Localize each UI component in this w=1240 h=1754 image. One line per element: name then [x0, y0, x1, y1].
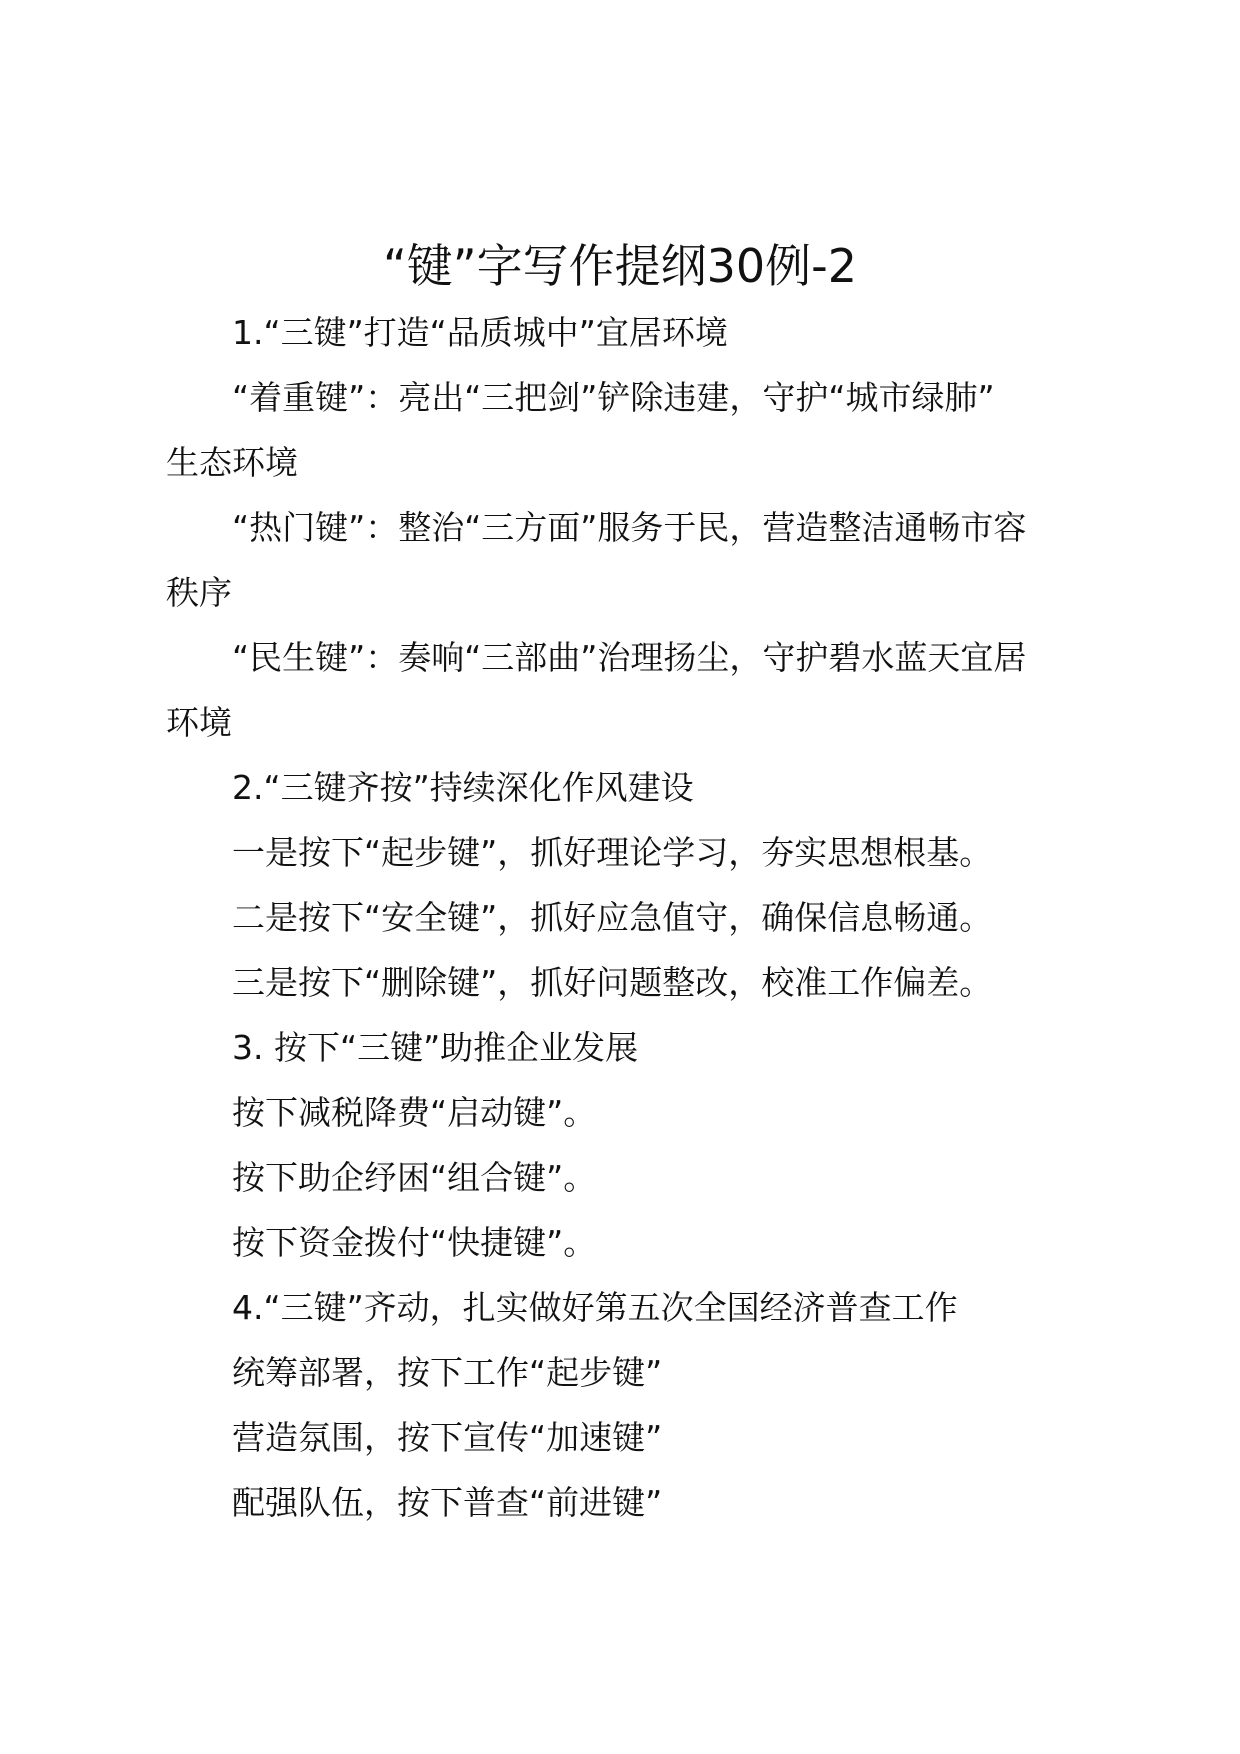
paragraph-line: 配强队伍，按下普查“前进键”	[232, 1483, 663, 1522]
paragraph-line: 按下助企纾困“组合键”。	[232, 1158, 597, 1197]
paragraph-line: “着重键”：亮出“三把剑”铲除违建，守护“城市绿肺”	[232, 378, 995, 417]
document-title: “键”字写作提纲30例-2	[382, 239, 858, 293]
paragraph-line-continuation: 秩序	[166, 573, 232, 612]
paragraph-line: 按下资金拨付“快捷键”。	[232, 1223, 597, 1262]
paragraph-line: 营造氛围，按下宣传“加速键”	[232, 1418, 663, 1457]
paragraph-line: “民生键”：奏响“三部曲”治理扬尘，守护碧水蓝天宜居	[232, 638, 1027, 677]
section-heading-4: 4.“三键”齐动，扎实做好第五次全国经济普查工作	[232, 1288, 958, 1327]
paragraph-line: “热门键”：整治“三方面”服务于民，营造整洁通畅市容	[232, 508, 1027, 547]
section-heading-1: 1.“三键”打造“品质城中”宜居环境	[232, 313, 728, 352]
paragraph-line: 一是按下“起步键”，抓好理论学习，夯实思想根基。	[232, 833, 993, 872]
paragraph-line: 三是按下“删除键”，抓好问题整改，校准工作偏差。	[232, 963, 993, 1002]
section-heading-2: 2.“三键齐按”持续深化作风建设	[232, 768, 694, 807]
paragraph-line: 二是按下“安全键”，抓好应急值守，确保信息畅通。	[232, 898, 993, 937]
document-body	[166, 300, 1096, 1535]
paragraph-line-continuation: 生态环境	[166, 443, 298, 482]
section-heading-3: 3. 按下“三键”助推企业发展	[232, 1028, 639, 1067]
paragraph-line-continuation: 环境	[166, 703, 232, 742]
paragraph-line: 统筹部署，按下工作“起步键”	[232, 1353, 663, 1392]
paragraph-line: 按下减税降费“启动键”。	[232, 1093, 597, 1132]
